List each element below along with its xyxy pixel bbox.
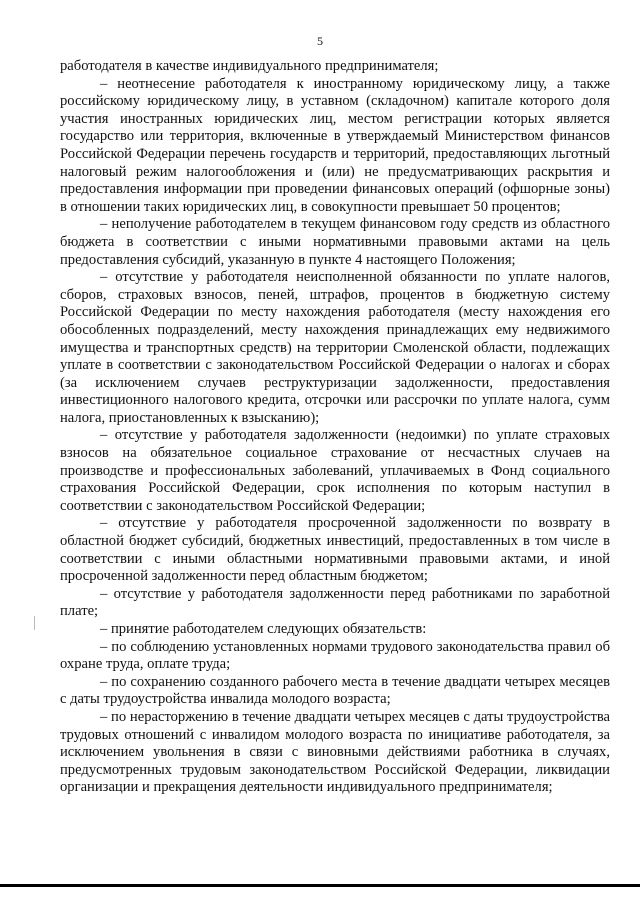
page-number: 5 [317, 34, 323, 48]
paragraph: – отсутствие у работодателя неисполненной обязанности по уплате налогов, сборов, страховых взносов, пеней, штрафов, процентов в бюджетную систему Российской Федерации по месту нахождения работодателя (месту нахождения его обособленных подразделений, месту нахождения принадлежащих ему недвижимого имущества и транспортных средств) на территории Смоленской области, подлежащих уплате в соответствии с законодательством Российской Федерации о налогах и сборах (за исключением случаев реструктуризации задолженности, предоставления инвестиционного налогового кредита, отсрочки или рассрочки по уплате налога, сумм налога, приостановленных к взысканию); [60, 269, 610, 426]
paragraph: работодателя в качестве индивидуального предпринимателя; [60, 58, 439, 74]
paragraph: – отсутствие у работодателя задолженности перед работниками по заработной плате; [60, 585, 610, 620]
paragraph: – неотнесение работодателя к иностранному юридическому лицу, а также российскому юридическому лицу, в уставном (складочном) капитале которого доля участия иностранных юридических лиц, местом регистрации которых является государство или территория, включенные в утверждаемый Министерством финансов Российской Федерации перечень государств и территорий, предоставляющих льготный налоговый режим налогообложения и (или) не предусматривающих раскрытия и предоставления информации при проведении финансовых операций (офшорные зоны) в отношении таких юридических лиц, в совокупности превышает 50 процентов; [60, 75, 610, 215]
paragraph: – по соблюдению установленных нормами трудового законодательства правил об охране труда, оплате труда; [60, 638, 610, 673]
paragraph: – неполучение работодателем в текущем финансовом году средств из областного бюджета в соответствии с иными нормативными правовыми актами на цель предоставления субсидий, указанную в пункте 4 настоящего Положения; [60, 216, 610, 268]
paragraph: – по сохранению созданного рабочего места в течение двадцати четырех месяцев с даты трудоустройства инвалида молодого возраста; [60, 673, 610, 708]
paragraph: – отсутствие у работодателя просроченной задолженности по возврату в областной бюджет субсидий, бюджетных инвестиций, предоставленных в том числе в соответствии с иными областными нормативными правовыми актами, и иной просроченной задолженности перед областным бюджетом; [60, 515, 610, 585]
paragraph: – принятие работодателем следующих обязательств: [100, 621, 427, 637]
paragraph: – по нерасторжению в течение двадцати четырех месяцев с даты трудоустройства трудовых отношений с инвалидом молодого возраста по инициативе работодателя, за исключением увольнения в связи с виновными действиями работника в случаях, предусмотренных трудовым законодательством Российской Федерации, ликвидации организации и прекращения деятельности индивидуального предпринимателя; [60, 708, 610, 796]
margin-mark [34, 616, 35, 630]
bottom-rule [0, 884, 640, 887]
document-body [60, 58, 610, 797]
paragraph: – отсутствие у работодателя задолженности (недоимки) по уплате страховых взносов на обязательное социальное страхование от несчастных случаев на производстве и профессиональных заболеваний, уплачиваемых в Фонд социального страхования Российской Федерации, срок исполнения по которым наступил в соответствии с законодательством Российской Федерации; [60, 427, 610, 514]
